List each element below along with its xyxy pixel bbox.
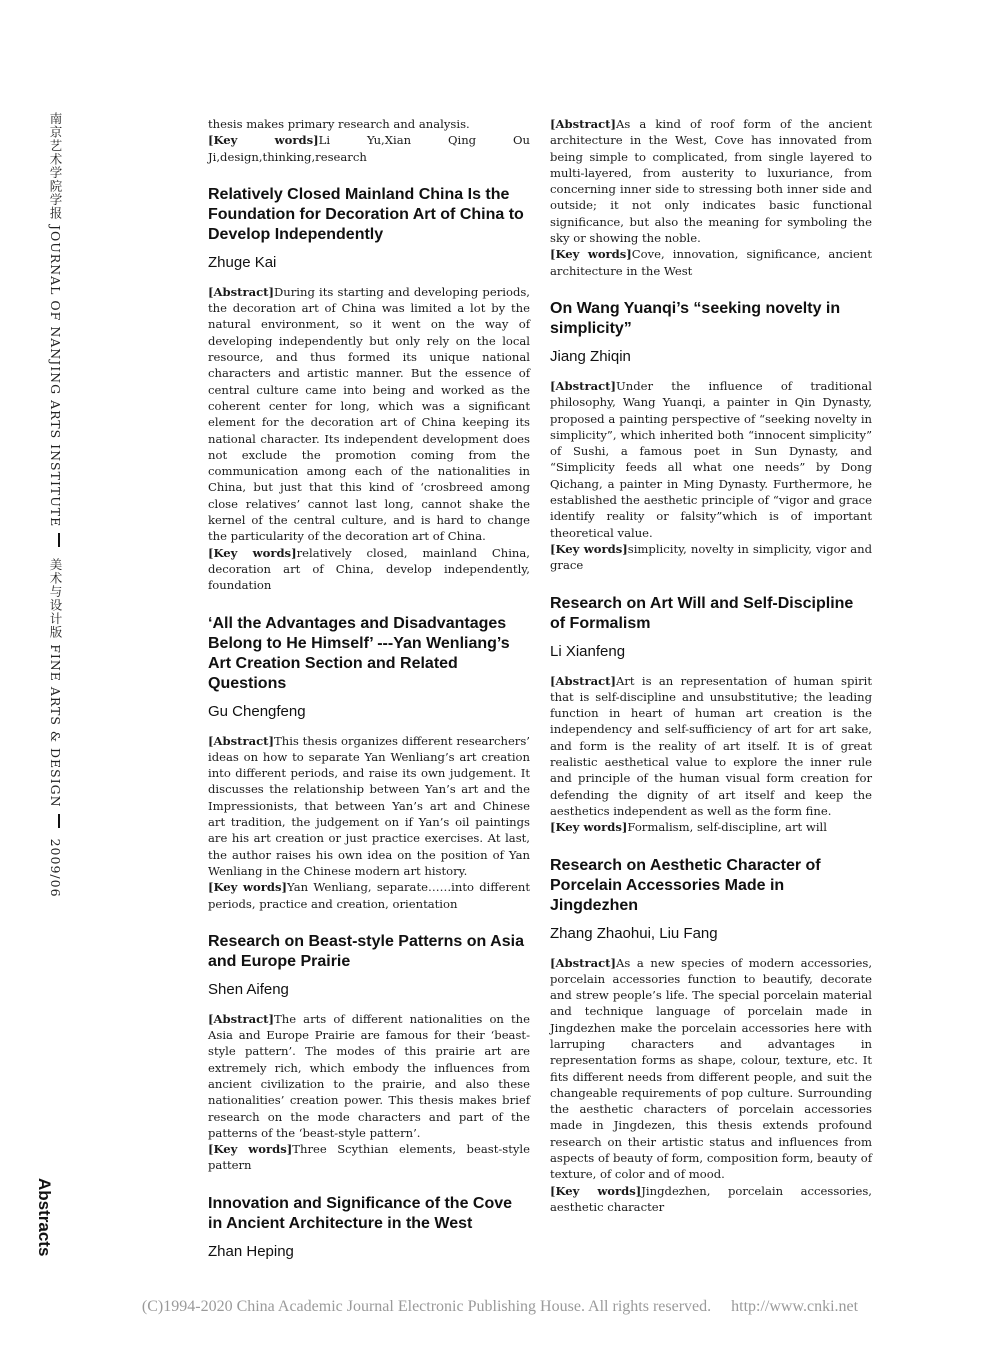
separator-bar xyxy=(58,533,60,547)
article-keywords xyxy=(550,819,872,835)
abstract-text: The arts of different nationalities on the Asia and Europe Prairie are famous for their ‘beast-style pattern’. The modes of this prairie art are extremely rich, which embody the influences from ancient civilization to the prairie, and also these nationalities’ creation power. This thesis makes brief research on the mode characters and part of the patterns of the ‘beast-style pattern’. xyxy=(208,1011,530,1140)
keywords-label: [Key words] xyxy=(208,545,297,560)
abstract-label: [Abstract] xyxy=(550,378,616,393)
article-title: Relatively Closed Mainland China Is the Foundation for Decoration Art of China to Develop Independently xyxy=(208,185,524,243)
article-abstract xyxy=(550,955,872,1183)
abstract-label: [Abstract] xyxy=(208,284,274,299)
article-title: Research on Aesthetic Character of Porcelain Accessories Made in Jingdezhen xyxy=(550,856,821,914)
article-title: Research on Art Will and Self-Discipline of Formalism xyxy=(550,594,854,632)
abstract-text: Art is an representation of human spirit that is self-discipline and unsubstitutive; the leading function in heart of human art creation is the independency and self-sufficiency of art for art sake, and form is the reality of art itself. It is of great realistic aesthetical value to explore the inner rule and principle of the human visual form creation for defending the dignity of art itself and keep the aesthetics independent as well as the form fine. xyxy=(550,673,872,818)
abstract-text: During its starting and developing periods, the decoration art of China was limited a lot by the natural environment, so it went on the way of developing independently but only rely on the local resource, and thus formed its unique national characters and artistic manner. But the essence of central culture came into being and worked as the coherent center for long, which was a significant element for the decoration art of China keeping its national character. Its independent development does not exclude the promotion coming from the communication among each of the nationalities in China, but just that this kind of ‘crosbreed among close relatives’ cannot last long, cannot shake the kernel of the central culture, and is hard to change the particularity of the decoration art of China. xyxy=(208,284,530,544)
article-abstract xyxy=(208,284,530,545)
copyright-text: (C)1994-2020 China Academic Journal Electronic Publishing House. All rights reserved. xyxy=(141,1298,712,1315)
article-abstract xyxy=(208,1011,530,1141)
article-author: Zhuge Kai xyxy=(208,253,277,271)
abstract-text: As a new species of modern accessories, porcelain accessories function to beautify, decorate and strew people’s life. The special porcelain material and technique language of porcelain made in Jingdezhen make the porcelain accessories here with larruping characters and advantages in representation forms as shape, colour, texture, etc. It fits different needs from different people, and suit the changeable requirements of pop culture. Surrounding the aesthetic characters of porcelain accessories made in Jingdezen, this thesis extends profound research on their artistic status and influences from aspects of beauty of form, composition form, beauty of texture, of color and of mood. xyxy=(550,955,872,1182)
article-keywords xyxy=(550,246,872,279)
article-abstract xyxy=(550,378,872,541)
keywords-text: Three Scythian elements, beast-style pattern xyxy=(208,1142,530,1173)
article xyxy=(208,614,530,912)
keywords-text: Yan Wenliang, separate……into different periods, practice and creation, orientation xyxy=(208,880,530,911)
keywords-text: simplicity, novelty in simplicity, vigor and grace xyxy=(550,541,873,573)
running-header xyxy=(46,112,64,898)
article-keywords xyxy=(550,541,872,574)
article-title: Research on Beast-style Patterns on Asia and Europe Prairie xyxy=(208,932,524,970)
abstract-text: Under the influence of traditional philosophy, Wang Yuanqi, a painter in Qin Dynasty, proposed a painting perspective of “seeking novelty in simplicity”, which inherited both “innocent simplicity” of Sushi, a famous poet in Sun Dynasty, and “Simplicity feeds all what one needs” by Dong Qichang, a painter in Ming Dynasty. Furthermore, he established the aesthetic principle of “vigor and grace identify reality or falsity”which is of important theoretical value. xyxy=(550,378,872,540)
article-author: Li Xianfeng xyxy=(550,642,626,660)
copyright-footer xyxy=(0,1298,1000,1316)
article-author: Gu Chengfeng xyxy=(208,702,306,720)
abstract-text: As a kind of roof form of the ancient architecture in the West, Cove has innovated from being simple to complicated, from single layered to multi-layered, from austerity to luxuriance, from concerning inner side to stressing both inner side and outside; it not only indicates basic functional significance, but also the meaning for symboling the sky or showing the noble. xyxy=(550,117,872,246)
article xyxy=(208,932,530,1174)
journal-name-en: JOURNAL OF NANJING ARTS INSTITUTE xyxy=(48,224,63,528)
article-abstract xyxy=(550,116,872,246)
article-author: Zhang Zhaohui, Liu Fang xyxy=(550,924,718,942)
article-title: Innovation and Significance of the Cove in Ancient Architecture in the West xyxy=(208,1194,513,1232)
article xyxy=(550,594,872,836)
left-column xyxy=(208,116,530,1273)
issue-number: 2009/06 xyxy=(48,838,63,898)
abstract-label: [Abstract] xyxy=(550,117,616,131)
section-label: Abstracts xyxy=(35,1178,54,1257)
journal-name-cn: 南京艺术学院学报 xyxy=(48,112,63,220)
article-author: Shen Aifeng xyxy=(208,980,289,998)
keywords-label: [Key words] xyxy=(550,820,628,835)
abstract-label: [Abstract] xyxy=(208,1011,274,1026)
journal-sidebar xyxy=(40,112,80,1272)
carryover-keywords xyxy=(208,132,530,165)
keywords-text: Cove, innovation, significance, ancient architecture in the West xyxy=(550,247,872,278)
keywords-label: [Key words] xyxy=(550,1183,642,1198)
keywords-text: Li Yu,Xian Qing Ou Ji,design,thinking,research xyxy=(208,133,530,164)
article xyxy=(550,856,872,1216)
article xyxy=(550,299,872,574)
keywords-label: [Key words] xyxy=(550,541,628,556)
article-title: ‘All the Advantages and Disadvantages Belong to He Himself’ ---Yan Wenliang’s Art Creation Section and Related Questions xyxy=(208,614,510,692)
keywords-text: relatively closed, mainland China, decoration art of China, develop independently, foundation xyxy=(208,545,530,593)
article-title: On Wang Yuanqi’s “seeking novelty in simplicity” xyxy=(550,299,841,337)
keywords-label: [Key words] xyxy=(208,880,287,895)
abstract-text: This thesis organizes different researchers’ ideas on how to separate Yan Wenliang’s art creation into different periods, and raise its own judgement. It discusses the relationship between Yan’s art and the Impressionists, that between Yan’s art and Chinese art tradition, the judgement on if Yan’s oil paintings are his art creation or just practice exercises. At last, the author raises his own idea on the position of Yan Wenliang in the Chinese modern art history. xyxy=(208,733,530,878)
section-name-cn: 美术与设计版 xyxy=(48,558,63,640)
keywords-label: [Key words] xyxy=(550,247,632,262)
keywords-label: [Key words] xyxy=(208,1142,293,1157)
carryover-text: thesis makes primary research and analysis. xyxy=(208,117,470,131)
abstract-label: [Abstract] xyxy=(208,733,274,748)
article-author: Jiang Zhiqin xyxy=(550,347,631,365)
keywords-text: Formalism, self-discipline, art will xyxy=(627,820,827,835)
article-keywords xyxy=(550,1183,872,1216)
abstract-label: [Abstract] xyxy=(550,955,616,970)
abstract-label: [Abstract] xyxy=(550,673,616,688)
article-keywords xyxy=(208,545,530,594)
right-column xyxy=(550,116,872,1215)
article xyxy=(208,1194,530,1261)
article xyxy=(208,185,530,594)
keywords-label: [Key words] xyxy=(208,133,319,148)
article-abstract xyxy=(208,733,530,880)
article-abstract xyxy=(550,673,872,820)
keywords-text: Jingdezhen, porcelain accessories, aesthetic character xyxy=(550,1183,872,1214)
article-keywords xyxy=(208,879,530,912)
article-keywords xyxy=(208,1141,530,1174)
section-name-en: FINE ARTS & DESIGN xyxy=(48,644,63,808)
separator-bar xyxy=(58,814,60,828)
article-author: Zhan Heping xyxy=(208,1242,294,1260)
cnki-link[interactable]: http://www.cnki.net xyxy=(731,1298,859,1315)
